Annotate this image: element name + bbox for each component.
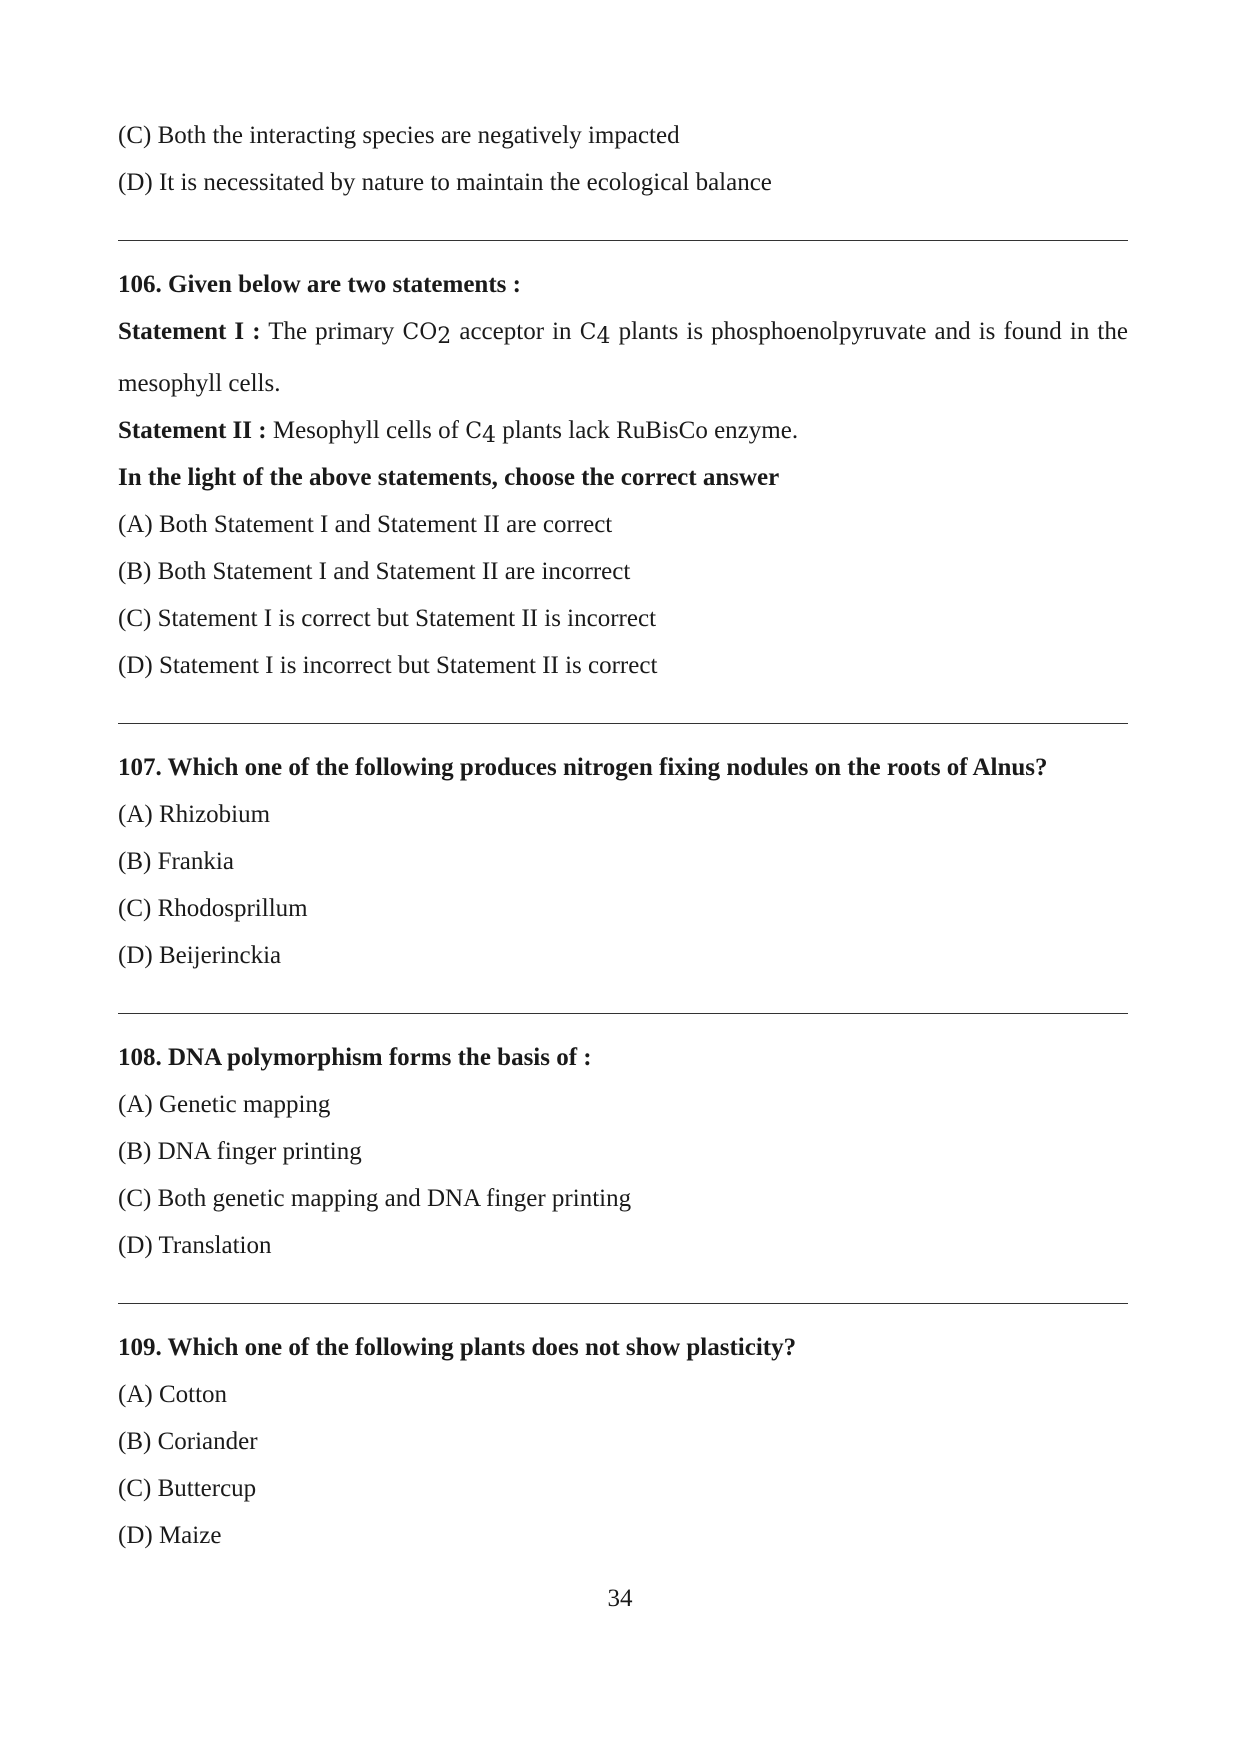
option-a: (A) Genetic mapping xyxy=(118,1091,331,1118)
option-b: (B) Coriander xyxy=(118,1428,258,1455)
question-heading: 107. Which one of the following produces nitrogen fixing nodules on the roots of Alnus? xyxy=(118,754,1048,781)
option-b: (B) Both Statement I and Statement II are incorrect xyxy=(118,558,631,585)
option-b: (B) DNA finger printing xyxy=(118,1138,362,1165)
option-d: (D) It is necessitated by nature to maintain the ecological balance xyxy=(118,169,772,196)
option-d: (D) Translation xyxy=(118,1232,272,1259)
option-b: (B) Frankia xyxy=(118,848,234,875)
question-divider xyxy=(118,1013,1128,1014)
option-c: (C) Buttercup xyxy=(118,1475,257,1502)
option-a: (A) Cotton xyxy=(118,1381,228,1408)
question-109 xyxy=(118,1324,1128,1559)
option-c: (C) Both the interacting species are negatively impacted xyxy=(118,122,680,149)
question-106 xyxy=(118,261,1128,689)
statement-1: Statement I : The primary CO2 acceptor in C4 plants is phosphoenolpyruvate and is found in the mesophyll cells. xyxy=(118,318,1128,397)
question-heading: 109. Which one of the following plants does not show plasticity? xyxy=(118,1334,797,1361)
statement-2: Statement II : Mesophyll cells of C4 plants lack RuBisCo enzyme. xyxy=(118,417,799,448)
option-d: (D) Beijerinckia xyxy=(118,942,282,969)
question-108 xyxy=(118,1034,1128,1269)
question-page xyxy=(118,112,1128,1559)
question-heading: 108. DNA polymorphism forms the basis of : xyxy=(118,1044,592,1071)
option-d: (D) Maize xyxy=(118,1522,222,1549)
option-a: (A) Both Statement I and Statement II are correct xyxy=(118,511,613,538)
question-105-options xyxy=(118,112,1128,206)
option-c: (C) Both genetic mapping and DNA finger printing xyxy=(118,1185,632,1212)
question-107 xyxy=(118,744,1128,979)
question-divider xyxy=(118,240,1128,241)
option-d: (D) Statement I is incorrect but Statement II is correct xyxy=(118,652,658,679)
question-heading: 106. Given below are two statements : xyxy=(118,271,521,298)
option-c: (C) Rhodosprillum xyxy=(118,895,308,922)
question-divider xyxy=(118,1303,1128,1304)
page-number: 34 xyxy=(607,1585,633,1612)
option-a: (A) Rhizobium xyxy=(118,801,271,828)
statement-label: Statement I : xyxy=(118,318,261,345)
option-c: (C) Statement I is correct but Statement II is incorrect xyxy=(118,605,657,632)
question-divider xyxy=(118,723,1128,724)
statement-label: Statement II : xyxy=(118,417,267,444)
question-instruction: In the light of the above statements, choose the correct answer xyxy=(118,464,780,491)
